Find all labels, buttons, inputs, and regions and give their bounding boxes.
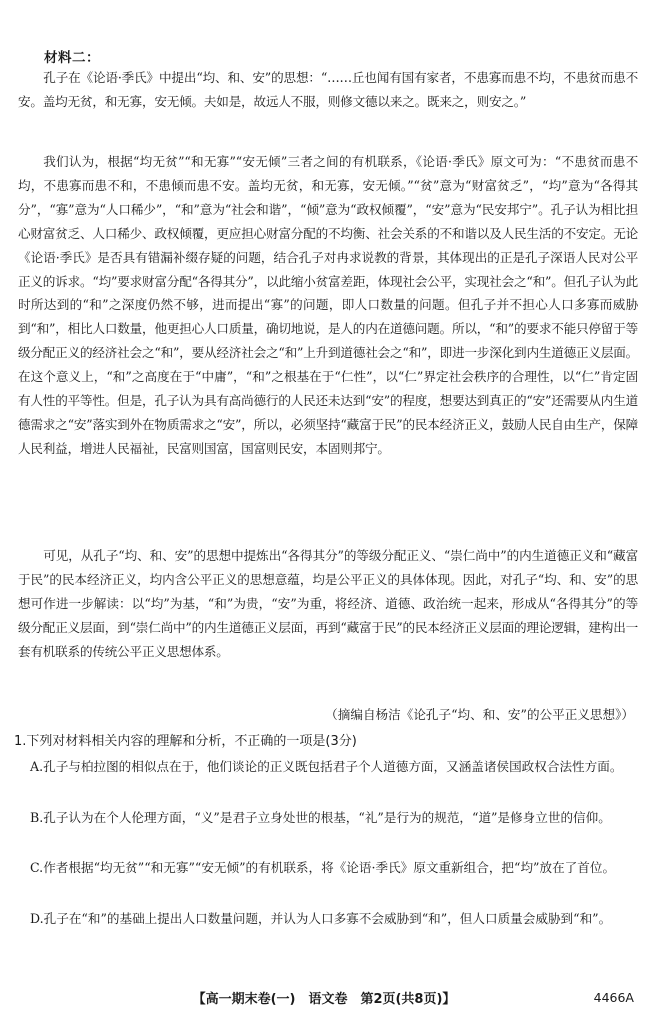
question-1: 1.下列对材料相关内容的理解和分析，不正确的一项是(3分) xyxy=(14,734,357,749)
material-heading: 材料二： xyxy=(44,50,100,66)
page-footer xyxy=(0,988,648,1007)
paragraph-1: 孔子在《论语·季氏》中提出“均、和、安”的思想：“……丘也闻有国有家者，不患寡而患不均，不患贫而患不安。盖均无贫，和无寡，安无倾。夫如是，故远人不服，则修文德以来之。既来之，则安之。” xyxy=(18,70,638,109)
paragraph-2: 我们认为，根据“均无贫”“和无寡”“安无倾”三者之间的有机联系，《论语·季氏》原文可为：“不患贫而患不均，不患寡而患不和，不患倾而患不安。盖均无贫，和无寡，安无倾。”“贫”意为“财富贫乏”，“均”意为“各得其分”，“寡”意为“人口稀少”，“和”意为“社会和谐”，“倾”意为“政权倾覆”，“安”意为“民安邦宁”。孔子认为相比担心财富贫乏、人口稀少、政权倾覆，更应担心财富分配的不均衡、社会关系的不和谐以及人民生活的不安定。无论《论语·季氏》是否具有错漏补缀存疑的问题，结合孔子对冉求说教的背景，其体现出的正是孔子深语人民对公平正义的诉求。“均”要求财富分配“各得其分”，以此缩小贫富差距，体现社会公平，实现社会之“和”。但孔子认为此时所达到的“和”之深度仍然不够，进而提出“寡”的问题，即人口数量的问题。但孔子并不担心人口多寡而威胁到“和”，相比人口数量，他更担心人口质量，确切地说，是人的内在道德问题。所以，“和”的要求不能只停留于等级分配正义的经济社会之“和”，要从经济社会之“和”上升到道德社会之“和”，即进一步深化到内生道德正义层面。在这个意义上，“和”之高度在于“中庸”，“和”之根基在于“仁性”，以“仁”界定社会秩序的合理性，以“仁”肯定固有人性的平等性。但是，孔子认为具有高尚德行的人民还未达到“安”的程度，想要达到真正的“安”还需要从内生道德需求之“安”落实到外在物质需求之“安”，所以，必须坚持“藏富于民”的民本经济正义，鼓励人民自由生产，保障人民利益，增进人民福祉，民富则国富，国富则民安，本固则邦宁。 xyxy=(18,154,638,456)
source-citation: （摘编自杨洁《论孔子“均、和、安”的公平正义思想》） xyxy=(325,707,634,722)
paper-code: 4466A xyxy=(593,990,634,1005)
option-d: D.孔子在“和”的基础上提出人口数量问题，并认为人口多寡不会威胁到“和”，但人口质量会威胁到“和”。 xyxy=(30,911,612,926)
option-b: B.孔子认为在个人伦理方面，“义”是君子立身处世的根基，“礼”是行为的规范，“道”是修身立世的信仰。 xyxy=(30,810,611,825)
option-c: C.作者根据“均无贫”“和无寡”“安无倾”的有机联系，将《论语·季氏》原文重新组合，把“均”放在了首位。 xyxy=(30,860,616,875)
option-a: A.孔子与柏拉图的相似点在于，他们谈论的正义既包括君子个人道德方面，又涵盖诸侯国政权合法性方面。 xyxy=(30,759,623,774)
paragraph-3: 可见，从孔子“均、和、安”的思想中提炼出“各得其分”的等级分配正义、“崇仁尚中”的内生道德正义和“藏富于民”的民本经济正义，均内含公平正义的思想意蕴，均是公平正义的具体体现。因此，对孔子“均、和、安”的思想可作进一步解读：以“均”为基，“和”为贵，“安”为重，将经济、道德、政治统一起来，形成从“各得其分”的等级分配正义层面，到“崇仁尚中”的内生道德正义层面，再到“藏富于民”的民本经济正义层面的理论逻辑，建构出一套有机联系的传统公平正义思想体系。 xyxy=(18,548,638,659)
footer-text: 【高一期末卷(一) 语文卷 第2页(共8页)】 xyxy=(192,992,456,1007)
